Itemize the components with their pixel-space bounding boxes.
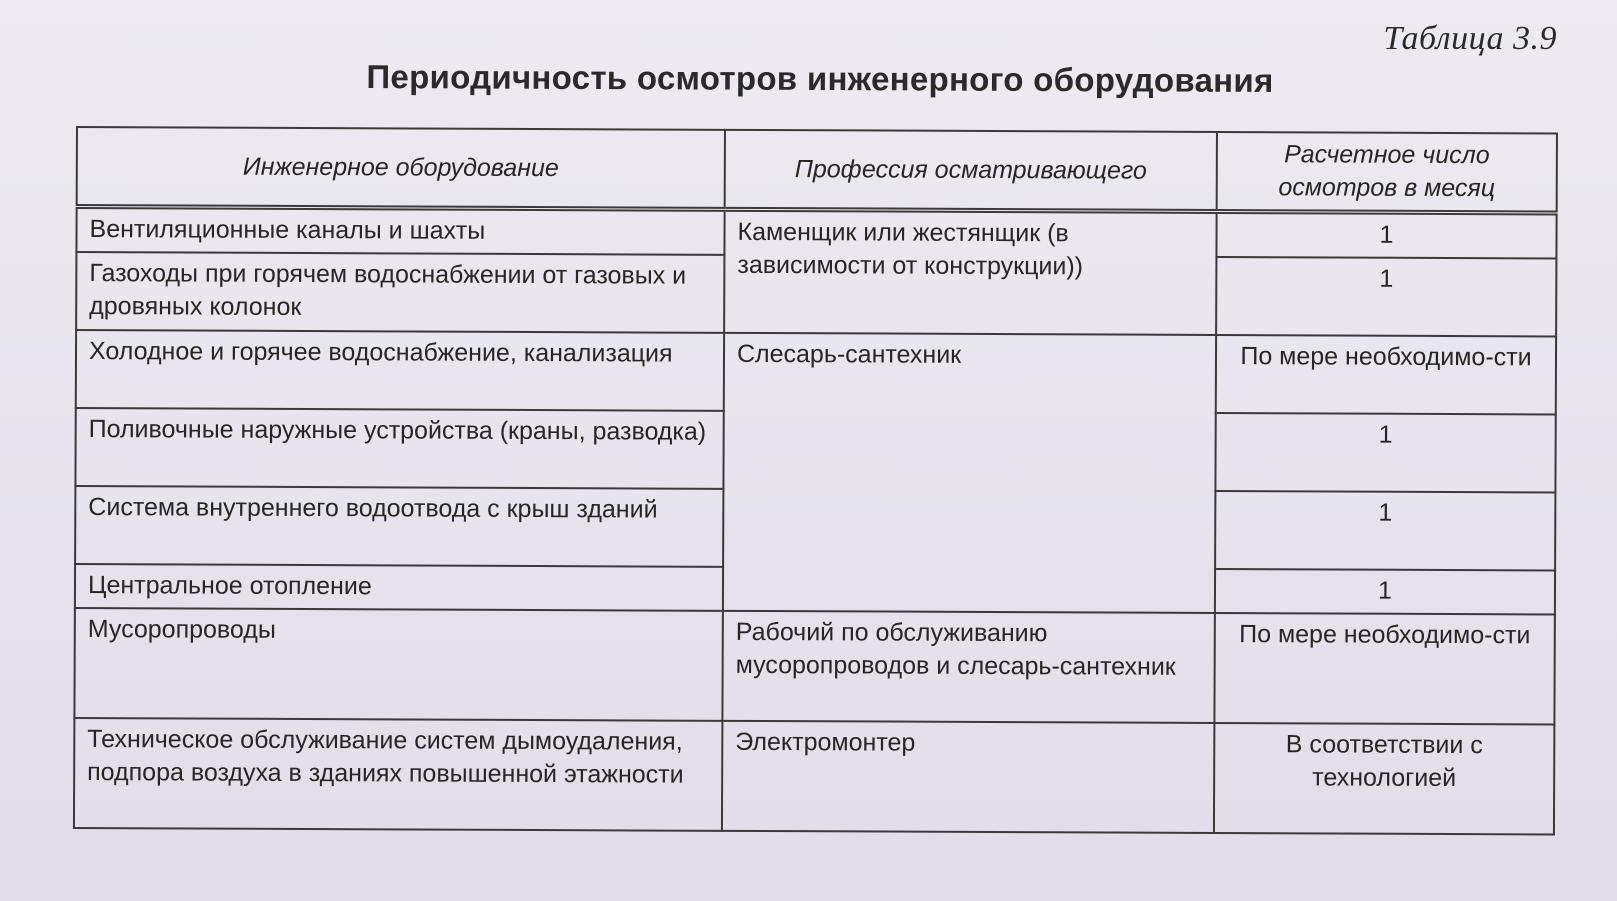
profession-cell-plumber: Слесарь-сантехник bbox=[723, 333, 1216, 613]
profession-cell-electrician: Электромонтер bbox=[722, 721, 1214, 833]
inspection-table bbox=[73, 126, 1558, 835]
equipment-cell: Мусоропроводы bbox=[74, 608, 722, 721]
count-cell: По мере необходимо-сти bbox=[1216, 335, 1556, 414]
header-count: Расчетное число осмотров в месяц bbox=[1217, 132, 1557, 213]
equipment-cell: Центральное отопление bbox=[75, 564, 723, 611]
profession-cell-garbage: Рабочий по обслуживанию мусоропроводов и слесарь-сантехник bbox=[722, 611, 1214, 723]
equipment-cell: Система внутреннего водоотвода с крыш зданий bbox=[75, 486, 723, 567]
table-header-row bbox=[77, 127, 1557, 213]
table-row bbox=[74, 718, 1554, 834]
count-cell: 1 bbox=[1215, 569, 1555, 614]
count-cell: 1 bbox=[1216, 257, 1556, 336]
equipment-cell: Газоходы при горячем водоснабжении от газовых и дровяных колонок bbox=[76, 252, 724, 333]
equipment-cell: Техническое обслуживание систем дымоудаления, подпора воздуха в зданиях повышенной этажности bbox=[74, 718, 722, 831]
header-profession: Профессия осматривающего bbox=[725, 130, 1217, 212]
table-row bbox=[76, 330, 1556, 414]
count-cell: 1 bbox=[1216, 211, 1556, 258]
equipment-cell: Вентиляционные каналы и шахты bbox=[76, 207, 724, 255]
table-title: Периодичность осмотров инженерного оборудования bbox=[366, 58, 1274, 99]
count-cell: В соответствии с технологией bbox=[1214, 723, 1554, 834]
inspection-table-wrapper bbox=[73, 126, 1556, 835]
header-equipment: Инженерное оборудование bbox=[77, 127, 725, 209]
table-row bbox=[76, 207, 1556, 259]
profession-cell-mason: Каменщик или жестянщик (в зависимости от конструкции)) bbox=[724, 209, 1217, 335]
count-cell: 1 bbox=[1215, 413, 1555, 492]
count-cell: 1 bbox=[1215, 491, 1555, 570]
table-row bbox=[74, 608, 1554, 724]
equipment-cell: Поливочные наружные устройства (краны, разводка) bbox=[75, 408, 723, 489]
count-cell: По мере необходимо-сти bbox=[1214, 613, 1554, 724]
table-number: Таблица 3.9 bbox=[1383, 20, 1557, 57]
equipment-cell: Холодное и горячее водоснабжение, канализация bbox=[76, 330, 724, 411]
